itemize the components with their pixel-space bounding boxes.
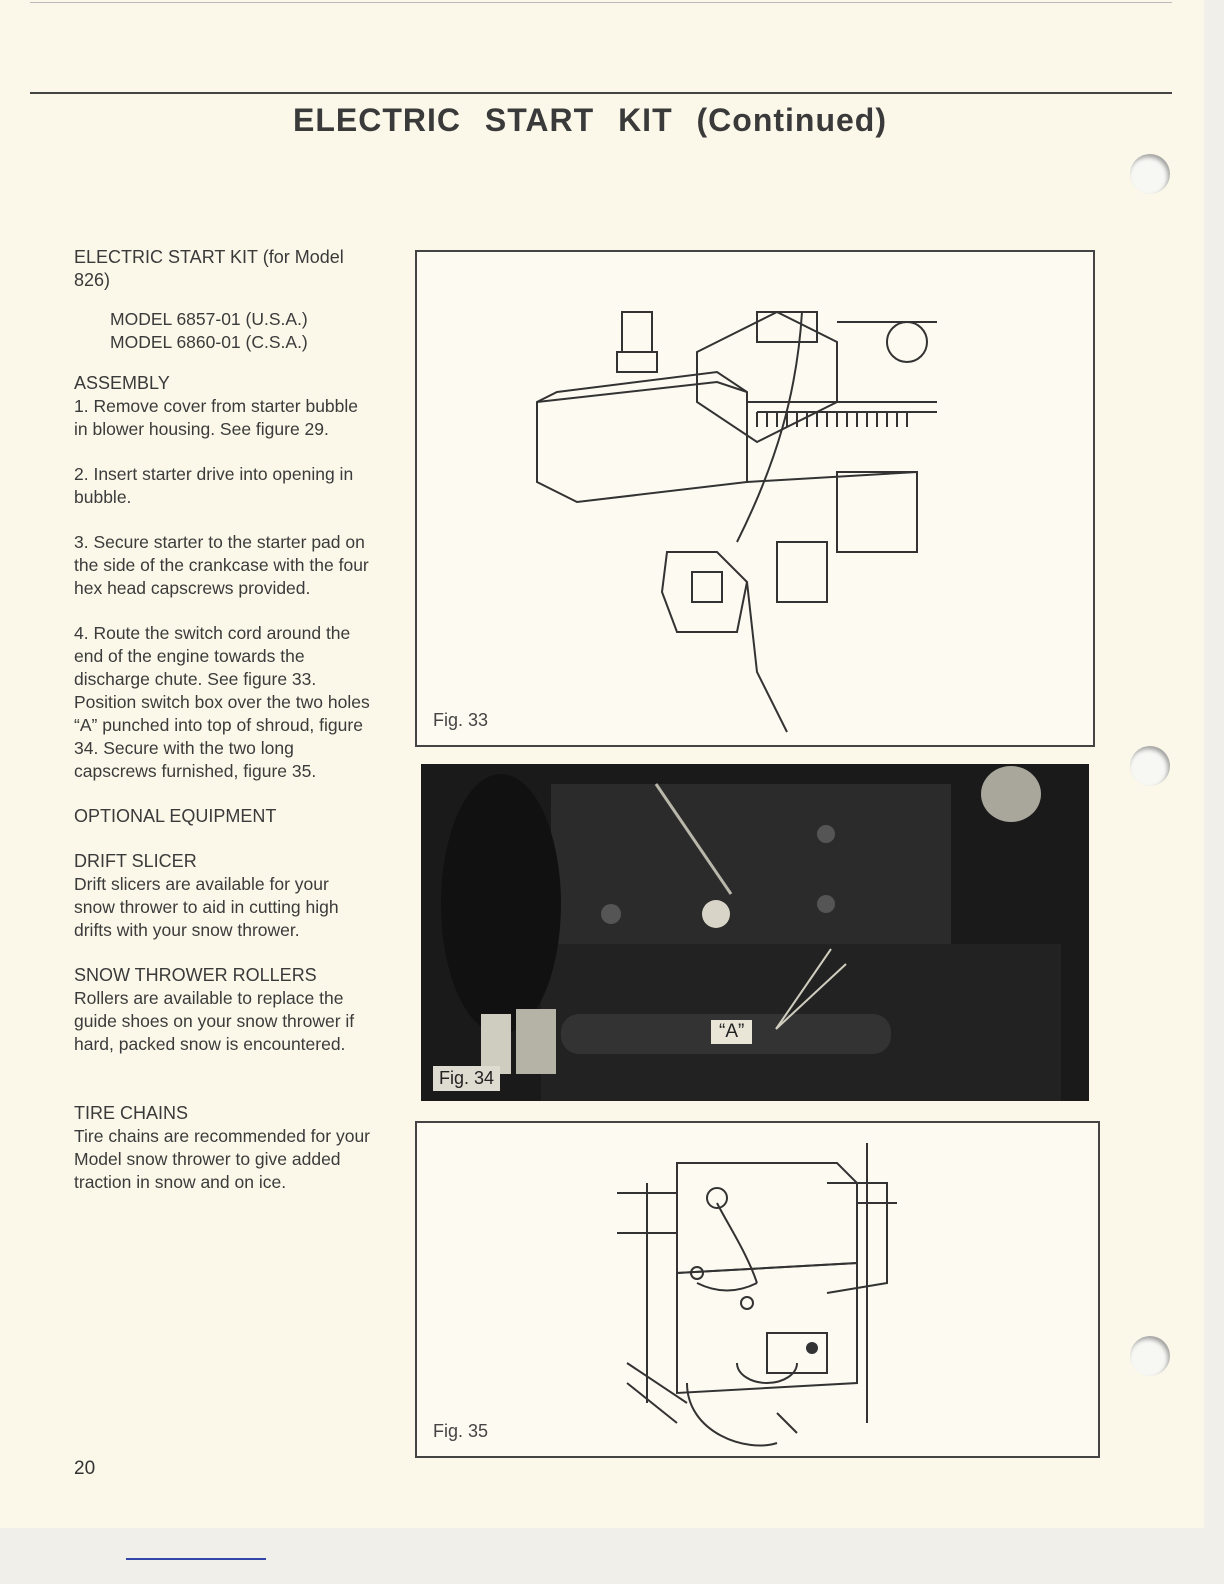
assembly-step-1: 1. Remove cover from starter bubble in blower housing. See figure 29.: [74, 396, 359, 439]
text-column: [74, 246, 374, 1194]
chains-text: Tire chains are recommended for your Model snow thrower to give added traction in snow and on ice.: [74, 1126, 371, 1192]
assembly-step-3: 3. Secure starter to the starter pad on the side of the crankcase with the four hex head capscrews provided.: [74, 532, 369, 598]
page-title: ELECTRIC START KIT (Continued): [293, 102, 887, 138]
top-edge-line: [30, 2, 1172, 3]
assembly-step-4: 4. Route the switch cord around the end of the engine towards the discharge chute. See figure 33. Position switch box over the two holes “A” punched into top of shroud, figure 34. Secure with the two long capscrews furnished, figure 35.: [74, 623, 370, 781]
engine-drawing-fig33: [417, 252, 1093, 745]
binder-hole-middle: [1130, 746, 1170, 786]
figure-33: [415, 250, 1095, 747]
drift-text: Drift slicers are available for your snow thrower to aid in cutting high drifts with your snow thrower.: [74, 874, 339, 940]
figure-34-photo: [421, 764, 1089, 1101]
callout-a-label: “A”: [711, 1020, 752, 1044]
engine-photo-fig34: [421, 764, 1089, 1101]
binder-hole-bottom: [1130, 1336, 1170, 1376]
model-list: [74, 308, 374, 354]
binder-hole-top: [1130, 154, 1170, 194]
page-number: 20: [74, 1458, 96, 1479]
optional-heading: OPTIONAL EQUIPMENT: [74, 806, 277, 826]
fig33-label: Fig. 33: [433, 710, 489, 730]
scan-edge-mark: [126, 1558, 266, 1560]
rollers-text: Rollers are available to replace the guide shoes on your snow thrower if hard, packed snow is encountered.: [74, 988, 355, 1054]
assembly-step-2: 2. Insert starter drive into opening in bubble.: [74, 464, 354, 507]
kit-heading: ELECTRIC START KIT (for Model 826): [74, 247, 344, 290]
model-usa: MODEL 6857-01 (U.S.A.): [110, 309, 308, 329]
assembly-heading: ASSEMBLY: [74, 373, 170, 393]
engine-drawing-fig35: [417, 1123, 1098, 1456]
drift-heading: DRIFT SLICER: [74, 851, 197, 871]
header-rule: [30, 92, 1172, 94]
model-csa: MODEL 6860-01 (C.S.A.): [110, 332, 308, 352]
rollers-heading: SNOW THROWER ROLLERS: [74, 965, 317, 985]
chains-heading: TIRE CHAINS: [74, 1103, 189, 1123]
fig35-label: Fig. 35: [433, 1421, 489, 1441]
figure-35: [415, 1121, 1100, 1458]
fig34-label: Fig. 34: [433, 1066, 500, 1091]
